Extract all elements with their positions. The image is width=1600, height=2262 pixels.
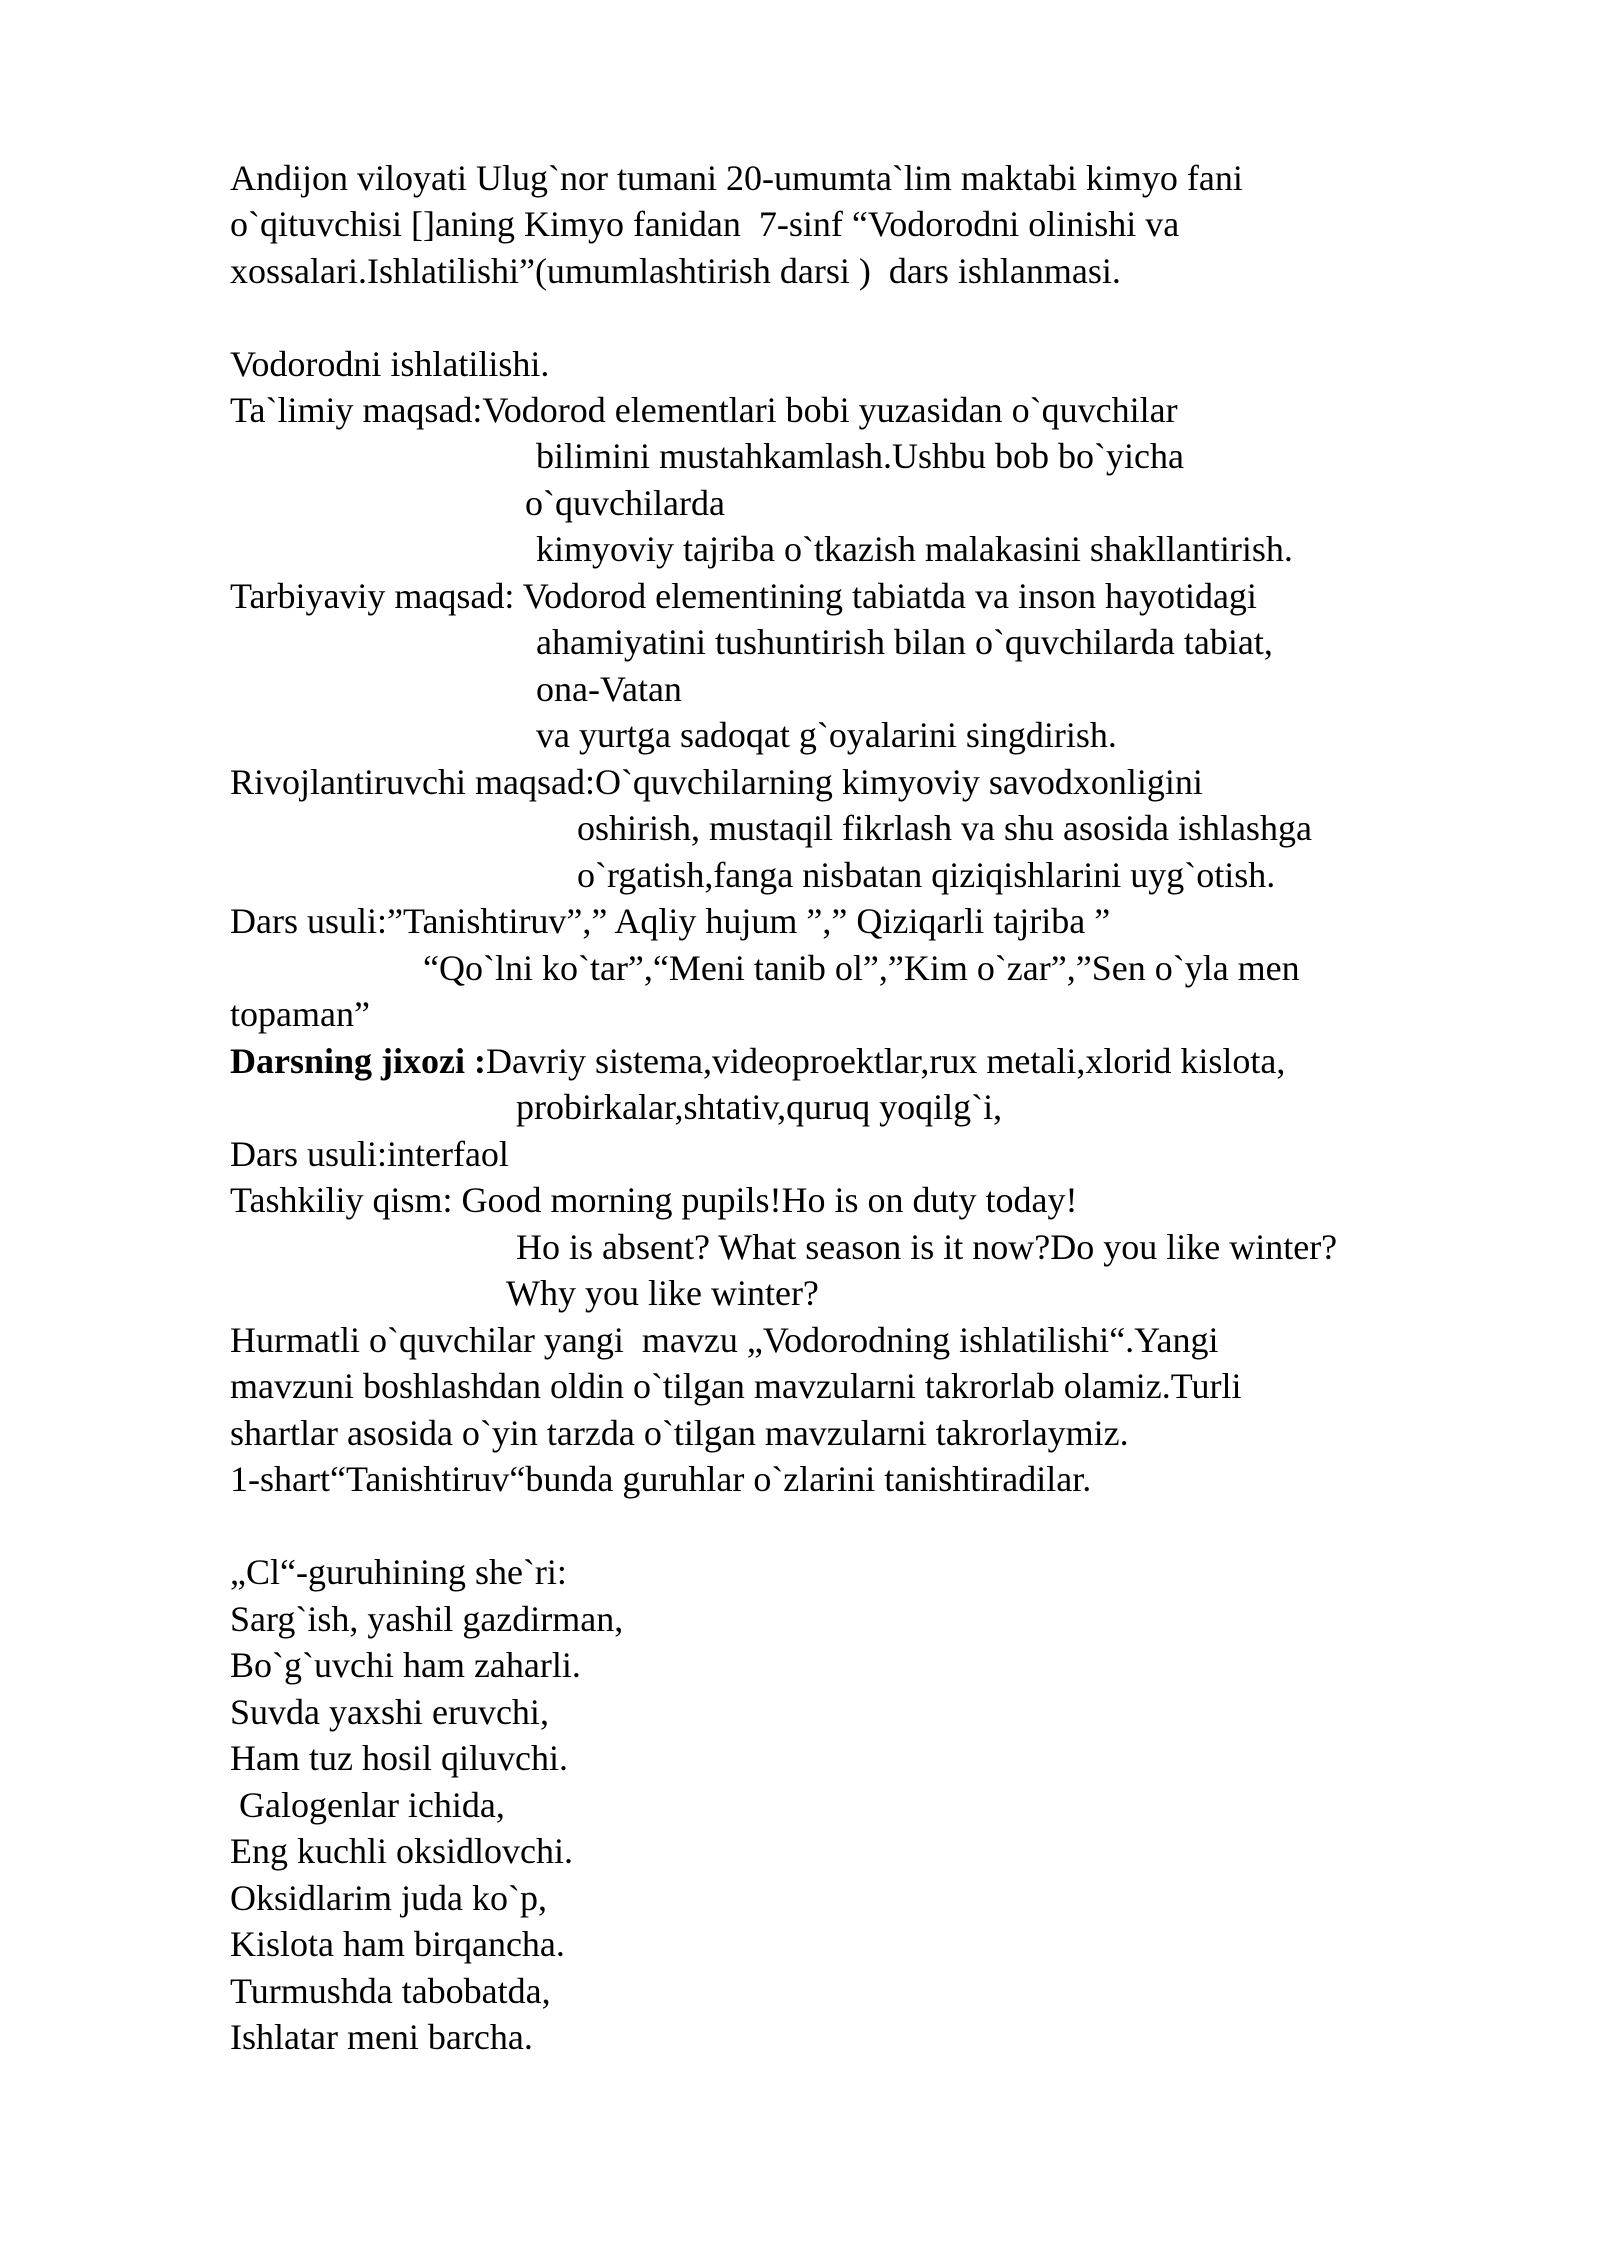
- dars-usuli-line-3: topaman”: [230, 994, 370, 1034]
- intro-line-4: 1-shart“Tanishtiruv“bunda guruhlar o`zlarini tanishtiradilar.: [230, 1459, 1092, 1499]
- poem-line: Ham tuz hosil qiluvchi.: [230, 1738, 568, 1778]
- talimiy-maqsad-line-1: Ta`limiy maqsad:Vodorod elementlari bobi yuzasidan o`quvchilar: [230, 390, 1178, 430]
- intro-line-1: Hurmatli o`quvchilar yangi mavzu „Vodorodning ishlatilishi“.Yangi: [230, 1320, 1219, 1360]
- rivojlantiruvchi-maqsad-line-2: oshirish, mustaqil fikrlash va shu asosida ishlashga: [577, 808, 1312, 848]
- tarbiyaviy-maqsad-line-2: ahamiyatini tushuntirish bilan o`quvchilarda tabiat,: [536, 622, 1273, 662]
- darsning-jixozi-line-1: [230, 1038, 1285, 1084]
- poem-title: „Cl“-guruhining she`ri:: [230, 1552, 567, 1592]
- dars-usuli-line-1: Dars usuli:”Tanishtiruv”,” Aqliy hujum ”,” Qiziqarli tajriba ”: [230, 901, 1111, 941]
- tarbiyaviy-maqsad-line-4: va yurtga sadoqat g`oyalarini singdirish.: [536, 715, 1117, 755]
- darsning-jixozi-line-2: probirkalar,shtativ,quruq yoqilg`i,: [516, 1087, 1003, 1127]
- poem-line: Turmushda tabobatda,: [230, 1971, 551, 2011]
- talimiy-maqsad-line-4: kimyoviy tajriba o`tkazish malakasini shakllantirish.: [536, 529, 1293, 569]
- header-line-1: Andijon viloyati Ulug`nor tumani 20-umumta`lim maktabi kimyo fani: [230, 158, 1243, 198]
- darsning-jixozi-text: Davriy sistema,videoproektlar,rux metali,xlorid kislota,: [486, 1041, 1286, 1081]
- poem-line: Ishlatar meni barcha.: [230, 2017, 533, 2057]
- poem-line: Bo`g`uvchi ham zaharli.: [230, 1645, 581, 1685]
- poem-line: Oksidlarim juda ko`p,: [230, 1878, 547, 1918]
- talimiy-maqsad-line-3: o`quvchilarda: [525, 483, 725, 523]
- poem-line: Suvda yaxshi eruvchi,: [230, 1692, 549, 1732]
- darsning-jixozi-label: Darsning jixozi :: [230, 1041, 486, 1081]
- talimiy-maqsad-line-2: bilimini mustahkamlash.Ushbu bob bo`yicha: [536, 436, 1184, 476]
- tashkiliy-qism-line-3: Why you like winter?: [506, 1273, 819, 1313]
- dars-usuli-line-2: “Qo`lni ko`tar”,“Meni tanib ol”,”Kim o`zar”,”Sen o`yla men: [423, 948, 1300, 988]
- tarbiyaviy-maqsad-line-1: Tarbiyaviy maqsad: Vodorod elementining tabiatda va inson hayotidagi: [230, 576, 1257, 616]
- poem-line: Kislota ham birqancha.: [230, 1924, 565, 1964]
- tashkiliy-qism-line-1: Tashkiliy qism: Good morning pupils!Ho is on duty today!: [230, 1180, 1078, 1220]
- topic-heading: Vodorodni ishlatilishi.: [230, 344, 550, 384]
- header-line-3: xossalari.Ishlatilishi”(umumlashtirish darsi ) dars ishlanmasi.: [230, 251, 1121, 291]
- intro-line-2: mavzuni boshlashdan oldin o`tilgan mavzularni takrorlab olamiz.Turli: [230, 1366, 1242, 1406]
- intro-line-3: shartlar asosida o`yin tarzda o`tilgan mavzularni takrorlaymiz.: [230, 1413, 1129, 1453]
- poem-line: Sarg`ish, yashil gazdirman,: [230, 1599, 624, 1639]
- dars-usuli-interfaol: Dars usuli:interfaol: [230, 1134, 509, 1174]
- poem-line: Eng kuchli oksidlovchi.: [230, 1831, 573, 1871]
- header-line-2: o`qituvchisi []aning Kimyo fanidan 7-sinf “Vodorodni olinishi va: [230, 204, 1180, 244]
- rivojlantiruvchi-maqsad-line-3: o`rgatish,fanga nisbatan qiziqishlarini uyg`otish.: [577, 855, 1276, 895]
- tarbiyaviy-maqsad-line-3: ona-Vatan: [536, 669, 682, 709]
- poem-line: Galogenlar ichida,: [230, 1785, 505, 1825]
- rivojlantiruvchi-maqsad-line-1: Rivojlantiruvchi maqsad:O`quvchilarning kimyoviy savodxonligini: [230, 762, 1203, 802]
- tashkiliy-qism-line-2: Ho is absent? What season is it now?Do you like winter?: [516, 1227, 1338, 1267]
